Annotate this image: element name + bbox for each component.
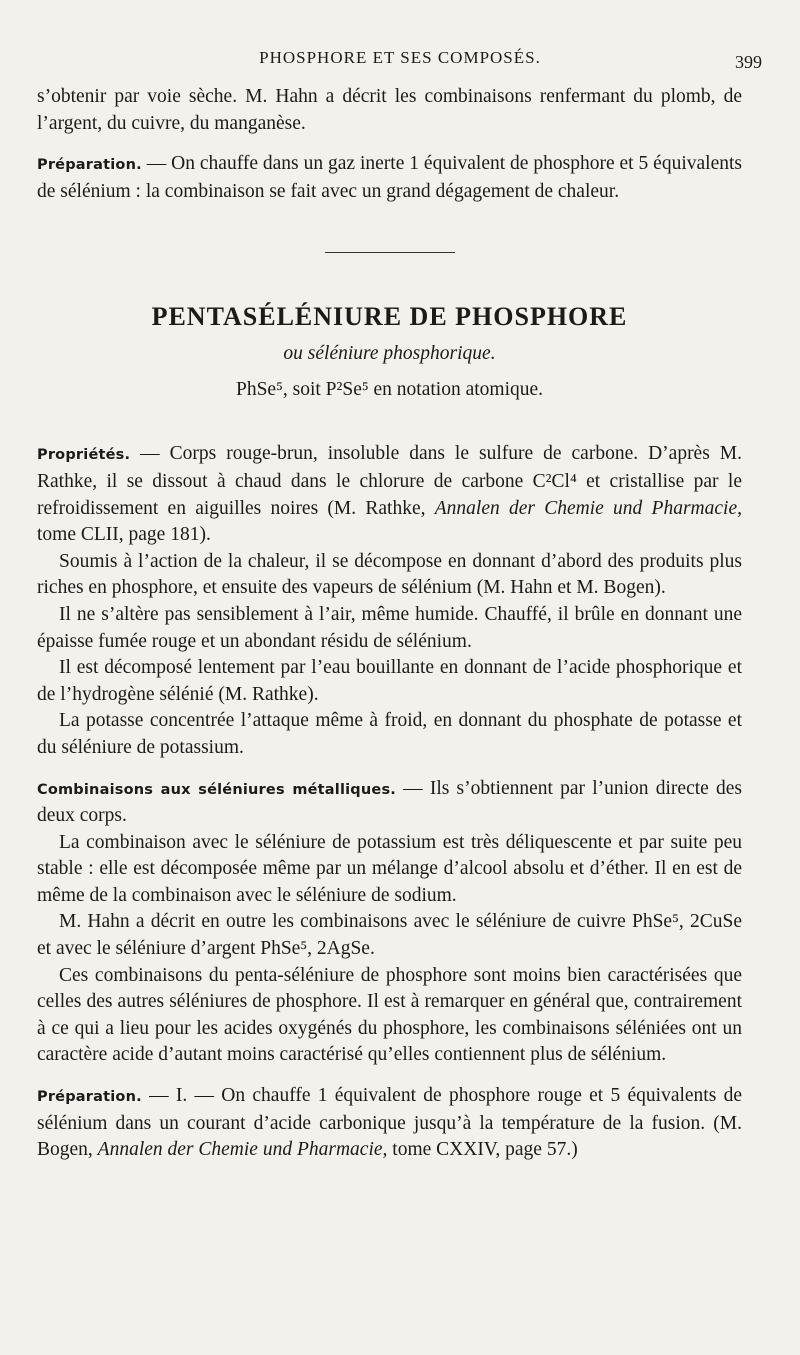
preparation-text: — On chauffe dans un gaz inerte 1 équivalent de phosphore et 5 équivalents de sélénium : la combinaison se fait avec un grand dégagement de chaleur. [37,153,742,202]
preparation-label: Préparation. [37,1089,142,1106]
preparation-text-b: tome CXXIV, page 57.) [387,1139,578,1161]
subtitle-suffix: . [490,343,496,365]
paragraph: Il est décomposé lentement par l’eau bouillante en donnant de l’acide phosphorique et de l’hydrogène sélénié (M. Rathke). [37,657,742,705]
running-head [0,48,800,72]
preparation-text-a: — I. — On chauffe 1 équivalent de phosphore rouge et 5 équivalents de sélénium dans un courant d’acide carbonique jusqu’à la température de la fusion. (M. Bogen, [37,1085,742,1161]
combinaisons-text: — Ils s’obtiennent par l’union directe des deux corps. [37,777,742,827]
proprietes-paragraph [37,441,742,548]
paragraph: Ces combinaisons du penta-séléniure de phosphore sont moins bien caractérisées que celles des autres séléniures de phosphore. Il est à remarquer en général que, contrairement à ce qui a lieu pour les acides oxygénés du phosphore, les combinaisons séléniées ont un caractère acide d’autant moins caractérisé qu’elles contiennent plus de sélénium. [37,964,742,1066]
section-subtitle [37,341,742,367]
combinaisons-paragraph [37,776,742,830]
intro-paragraph: s’obtenir par voie sèche. M. Hahn a décrit les combinaisons renfermant du plomb, de l’argent, du cuivre, du manganèse. [37,86,742,134]
section-divider [325,252,455,253]
proprietes-text-b: tome CLII, page 181). [37,524,211,546]
preparation-label: Préparation. [37,157,142,174]
paragraph: M. Hahn a décrit en outre les combinaisons avec le séléniure de cuivre PhSe⁵, 2CuSe et avec le séléniure d’argent PhSe⁵, 2AgSe. [37,911,742,960]
body-text [37,84,742,1164]
paragraph: Soumis à l’action de la chaleur, il se décompose en donnant d’abord des produits plus riches en phosphore, et ensuite des vapeurs de sélénium (M. Hahn et M. Bogen). [37,550,742,599]
preparation-citation: Annalen der Chemie und Pharmacie, [97,1139,388,1161]
preparation-paragraph-1 [37,151,742,205]
combinaisons-label: Combinaisons aux séléniures métalliques. [37,781,396,798]
paragraph: Il ne s’altère pas sensiblement à l’air, même humide. Chauffé, il brûle en donnant une épaisse fumée rouge et un abondant résidu de sélénium. [37,603,742,652]
page-number: 399 [735,52,762,72]
running-head-title: PHOSPHORE ET SES COMPOSÉS. [259,48,541,67]
proprietes-text-a: — Corps rouge-brun, insoluble dans le sulfure de carbone. D’après M. Rathke, il se dissout à chaud dans le chlorure de carbone C²Cl⁴ et cristallise par le refroidissement en aiguilles noires (M. Rathke, [37,443,742,519]
section-title: PENTASÉLÉNIURE DE PHOSPHORE [151,302,628,332]
chemical-formula: PhSe⁵, soit P²Se⁵ en notation atomique. [235,379,544,401]
paragraph: La combinaison avec le séléniure de potassium est très déliquescente et par suite peu stable : elle est décomposée même par un mélange d’alcool absolu et d’éther. Il en est de même de la combinaison avec le séléniure de sodium. [37,831,742,906]
subtitle-italic: séléniure phosphorique [307,343,491,365]
preparation-paragraph-2 [37,1083,742,1164]
proprietes-label: Propriétés. [37,447,131,464]
subtitle-prefix: ou [283,343,308,365]
paragraph: La potasse concentrée l’attaque même à froid, en donnant du phosphate de potasse et du séléniure de potassium. [37,710,742,758]
proprietes-citation: Annalen der Chemie und Pharmacie, [434,497,742,519]
